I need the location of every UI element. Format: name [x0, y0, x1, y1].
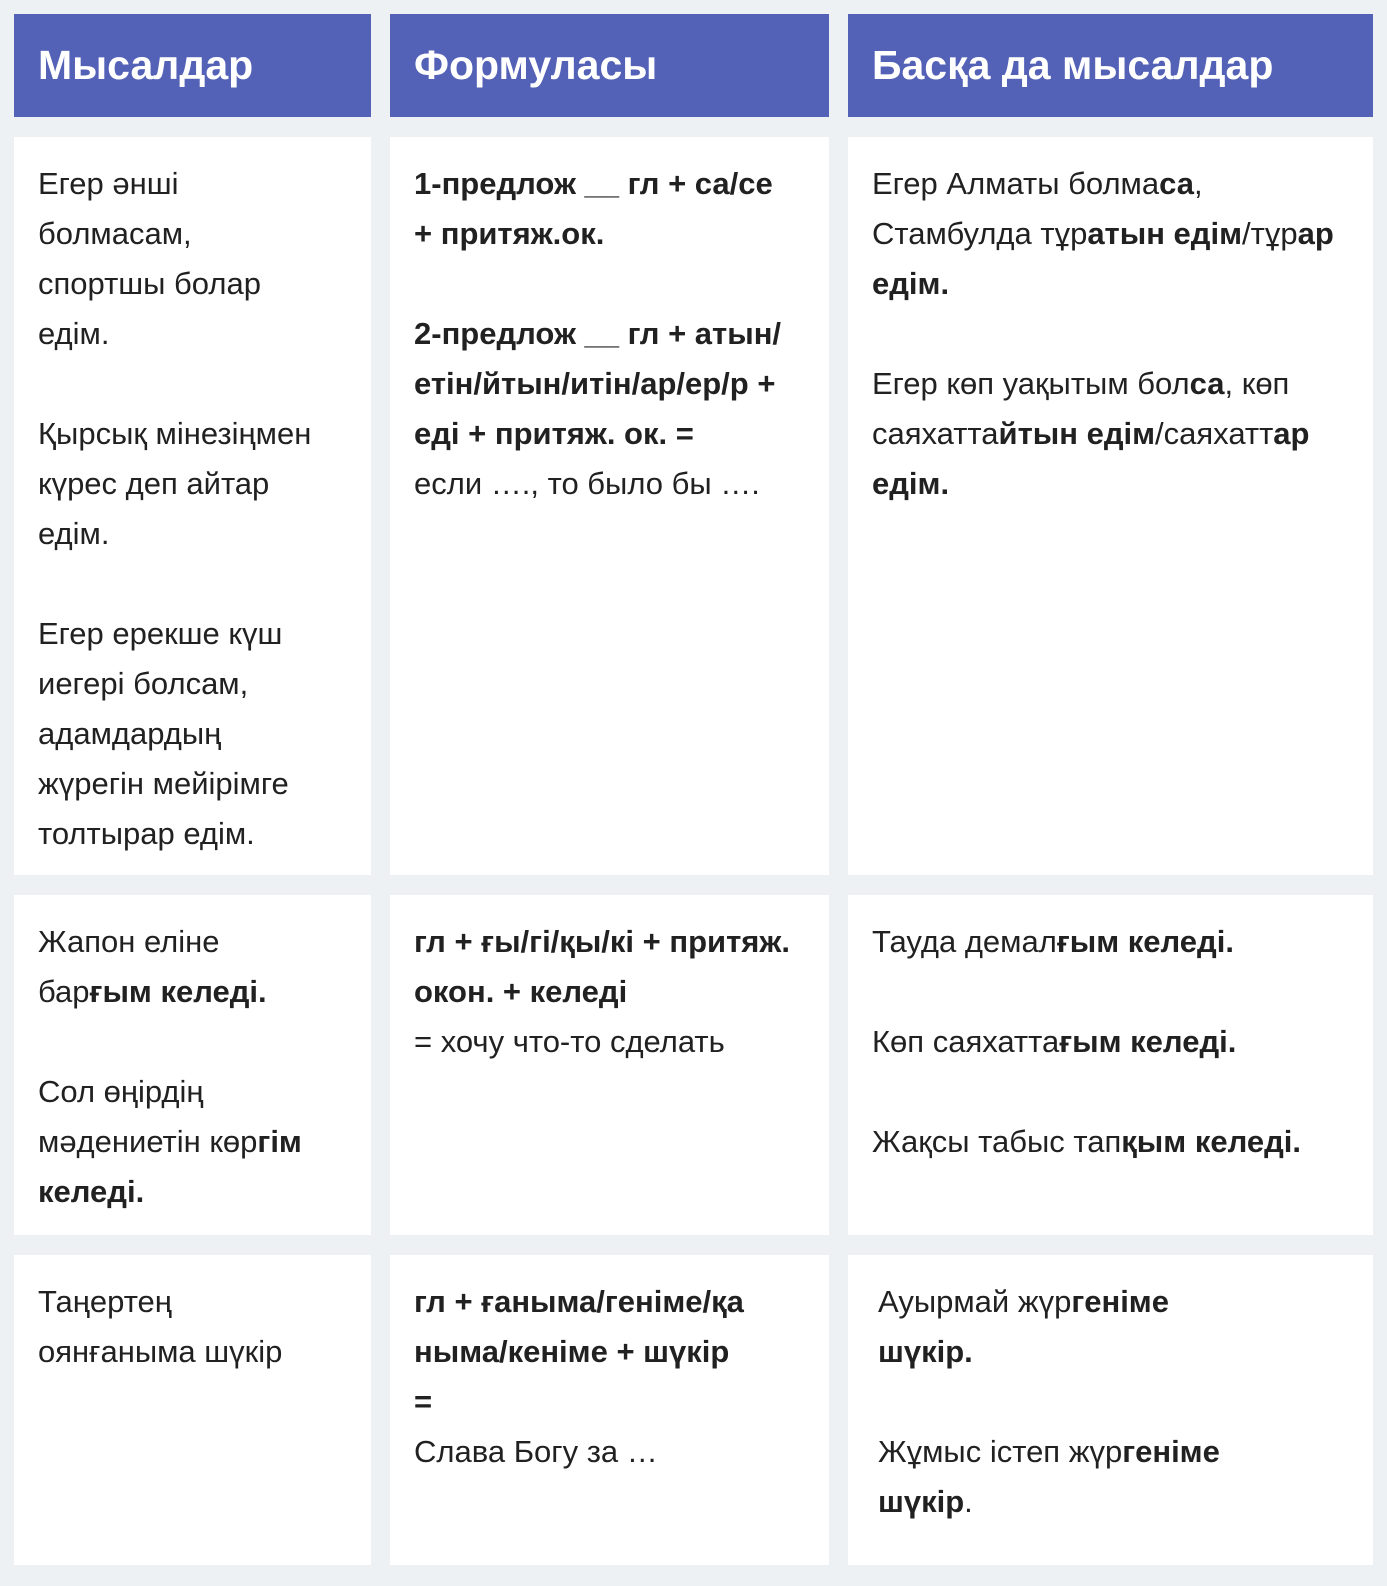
- header-more-examples-label: Басқа да мысалдар: [872, 42, 1274, 88]
- more-example-text: [872, 917, 1349, 967]
- suffix-bold: геніме шүкір.: [878, 1284, 1169, 1369]
- text-part: Жақсы табыс тап: [872, 1124, 1122, 1159]
- row3-examples-cell: [14, 1255, 371, 1565]
- formula-text: [414, 159, 794, 259]
- formula-text: [414, 917, 804, 1067]
- header-formula-label: Формуласы: [414, 42, 658, 88]
- header-examples: [14, 14, 371, 117]
- row3-formula-cell: [390, 1255, 829, 1565]
- suffix-bold: ғым келеді.: [1056, 924, 1234, 959]
- formula-text: [414, 1277, 744, 1477]
- example-text: Егер әнші болмасам, спортшы болар едім.: [38, 166, 261, 351]
- row3-more-cell: [848, 1255, 1373, 1565]
- row1-examples-cell: [14, 137, 371, 875]
- text-part: , көп саяхатта: [872, 366, 1290, 451]
- more-example-text: [878, 1277, 1208, 1377]
- example-text: Қырсық мінезіңмен күрес деп айтар едім.: [38, 416, 312, 551]
- text-part: /саяхатт: [1155, 416, 1274, 451]
- suffix-bold: ар едім.: [872, 216, 1334, 301]
- text-part: Жапон еліне бар: [38, 924, 220, 1009]
- formula-text: [414, 309, 794, 509]
- row1-more-cell: [848, 137, 1373, 875]
- formula-meaning: = хочу что-то сделать: [414, 1024, 725, 1059]
- suffix-bold: қым келеді.: [1121, 1124, 1302, 1159]
- row2-examples-cell: [14, 895, 371, 1235]
- example-text: Егер ерекше күш иегері болсам, адамдардың жүрегін мейірімге толтырар едім.: [38, 616, 289, 851]
- text-part: Ауырмай жүр: [878, 1284, 1072, 1319]
- suffix-bold: са: [1159, 166, 1194, 201]
- example-text: [38, 1067, 338, 1217]
- example-text: [38, 917, 278, 1017]
- suffix-bold: ғым келеді.: [89, 974, 267, 1009]
- more-example-text: [878, 1427, 1268, 1527]
- header-formula: [390, 14, 829, 117]
- formula-meaning: Слава Богу за …: [414, 1434, 658, 1469]
- suffix-bold: атын едім: [1087, 216, 1243, 251]
- text-part: Көп саяхатта: [872, 1024, 1060, 1059]
- formula-bold: гл + ғы/гі/қы/кі + притяж. окон. + келеді: [414, 924, 790, 1009]
- example-text: Таңертең оянғаныма шүкір: [38, 1284, 283, 1369]
- suffix-bold: геніме шүкір: [878, 1434, 1220, 1519]
- text-part: , Стамбулда тұр: [872, 166, 1203, 251]
- row2-more-cell: [848, 895, 1373, 1235]
- suffix-bold: са: [1189, 366, 1225, 401]
- more-example-text: [872, 359, 1332, 509]
- header-more-examples: [848, 14, 1373, 117]
- suffix-bold: ар едім.: [872, 416, 1310, 501]
- text-part: .: [964, 1484, 973, 1519]
- formula-bold: 1-предлож __ гл + са/се + притяж.ок.: [414, 166, 773, 251]
- formula-bold: 2-предлож __ гл + атын/етін/йтын/итін/ар/ер/р + еді + притяж. ок. =: [414, 316, 782, 451]
- suffix-bold: йтын едім: [998, 416, 1156, 451]
- more-example-text: [872, 159, 1347, 309]
- text-part: /тұр: [1242, 216, 1298, 251]
- formula-meaning: если …., то было бы ….: [414, 466, 760, 501]
- more-example-text: [872, 1117, 1349, 1167]
- text-part: Егер Алматы болма: [872, 166, 1160, 201]
- text-part: Тауда демал: [872, 924, 1057, 959]
- text-part: Сол өңірдің мәдениетін көр: [38, 1074, 258, 1159]
- suffix-bold: ғым келеді.: [1059, 1024, 1237, 1059]
- text-part: Жұмыс істеп жүр: [878, 1434, 1123, 1469]
- header-examples-label: Мысалдар: [38, 42, 254, 88]
- suffix-bold: гім келеді.: [38, 1124, 302, 1209]
- text-part: Егер көп уақытым бол: [872, 366, 1190, 401]
- row1-formula-cell: [390, 137, 829, 875]
- formula-bold: гл + ғаныма/геніме/қаныма/кеніме + шүкір =: [414, 1284, 744, 1419]
- more-example-text: [872, 1017, 1349, 1067]
- row2-formula-cell: [390, 895, 829, 1235]
